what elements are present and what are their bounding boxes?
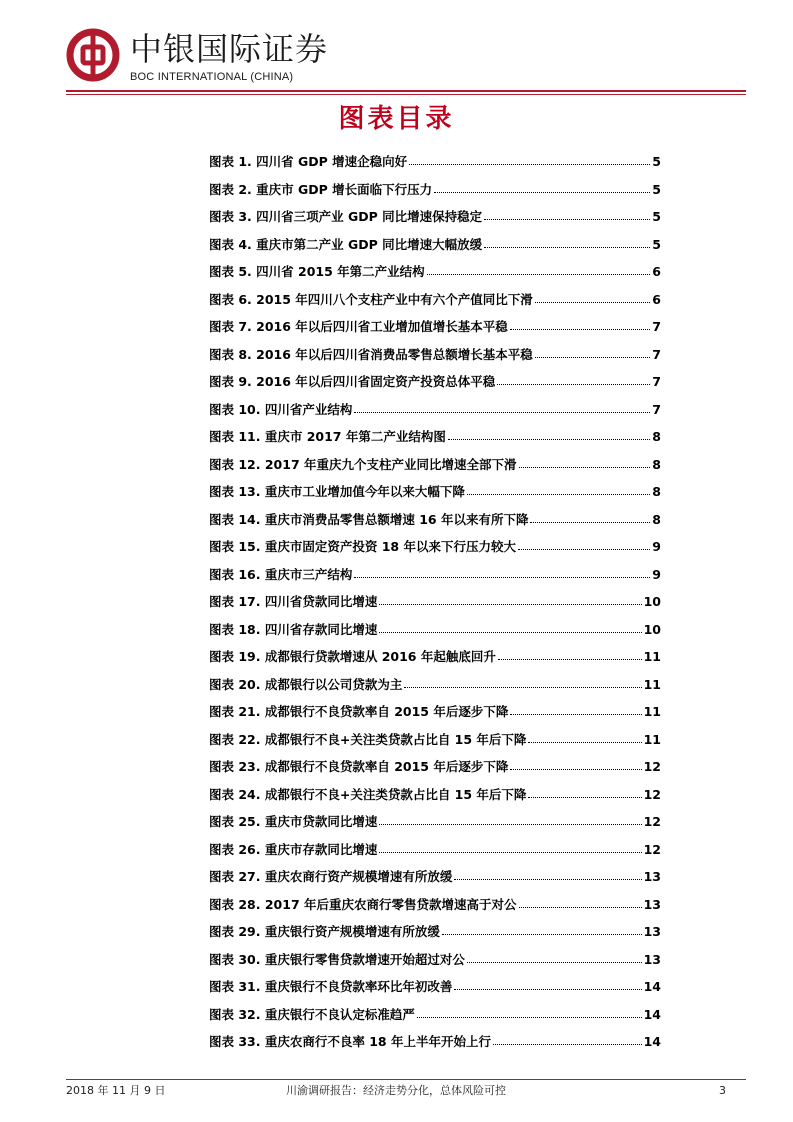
- toc-entry[interactable]: [209, 702, 661, 730]
- toc-title: 图表目录: [338, 104, 455, 134]
- footer-rule: [66, 1079, 746, 1080]
- toc-entry[interactable]: [209, 510, 661, 538]
- toc-entry-label: 图表 11. 重庆市 2017 年第二产业结构图: [209, 429, 446, 444]
- toc-entry-label: 图表 13. 重庆市工业增加值今年以来大幅下降: [209, 484, 465, 499]
- toc-dot-leader: [484, 246, 650, 248]
- toc-dot-leader: [354, 411, 650, 413]
- toc-entry-label: 图表 18. 四川省存款同比增速: [209, 621, 378, 637]
- toc-dot-leader: [510, 328, 651, 330]
- toc-entry-page: 8: [652, 511, 661, 527]
- toc-entry-label: 图表 32. 重庆银行不良认定标准趋严: [209, 1006, 415, 1022]
- toc-dot-leader: [448, 438, 650, 440]
- toc-entry-page: 5: [652, 209, 661, 224]
- toc-entry-label: 图表 7. 2016 年以后四川省工业增加值增长基本平稳: [209, 319, 508, 334]
- toc-entry[interactable]: [209, 950, 661, 978]
- toc-entry-page: 12: [643, 841, 661, 857]
- footer-date: 2018 年 11 月 9 日: [66, 1084, 166, 1097]
- toc-dot-leader: [535, 301, 651, 303]
- toc-entry-label: 图表 8. 2016 年以后四川省消费品零售总额增长基本平稳: [209, 346, 533, 362]
- toc-entry-label: 图表 30. 重庆银行零售贷款增速开始超过对公: [209, 951, 465, 967]
- toc-dot-leader: [442, 933, 642, 935]
- toc-entry[interactable]: [209, 427, 661, 455]
- toc-entry-page: 10: [643, 594, 661, 609]
- toc-entry-page: 10: [643, 621, 661, 637]
- toc-entry[interactable]: [209, 180, 661, 208]
- toc-entry-label: 图表 31. 重庆银行不良贷款率环比年初改善: [209, 979, 453, 994]
- toc-dot-leader: [484, 218, 650, 220]
- toc-entry-label: 图表 2. 重庆市 GDP 增长面临下行压力: [209, 181, 433, 197]
- toc-dot-leader: [404, 686, 641, 688]
- toc-dot-leader: [493, 1043, 642, 1045]
- toc-entry[interactable]: [209, 675, 661, 703]
- toc-dot-leader: [467, 961, 642, 963]
- page-footer: [66, 1083, 726, 1099]
- header-rule-thin: [66, 94, 746, 95]
- toc-entry[interactable]: [209, 345, 661, 373]
- toc-dot-leader: [467, 493, 650, 495]
- toc-entry-page: 7: [652, 319, 661, 334]
- toc-dot-leader: [417, 1016, 642, 1018]
- toc-entry[interactable]: [209, 482, 661, 510]
- toc-entry[interactable]: [209, 207, 661, 235]
- toc-entry-page: 13: [643, 924, 661, 939]
- toc-entry-page: 7: [652, 401, 661, 417]
- toc-entry[interactable]: [209, 317, 661, 345]
- toc-entry-label: 图表 16. 重庆市三产结构: [209, 566, 353, 582]
- toc-entry[interactable]: [209, 922, 661, 950]
- toc-dot-leader: [498, 658, 642, 660]
- toc-dot-leader: [530, 521, 650, 523]
- toc-entry-page: 14: [643, 1034, 661, 1049]
- toc-entry-label: 图表 10. 四川省产业结构: [209, 401, 353, 417]
- toc-entry[interactable]: [209, 565, 661, 593]
- footer-page-number: 3: [719, 1084, 726, 1097]
- toc-entry-label: 图表 5. 四川省 2015 年第二产业结构: [209, 264, 425, 279]
- toc-entry-page: 11: [643, 676, 661, 692]
- toc-entry-label: 图表 12. 2017 年重庆九个支柱产业同比增速全部下滑: [209, 456, 517, 472]
- brand-name-chinese: 中银国际证券: [130, 30, 329, 68]
- toc-dot-leader: [379, 823, 641, 825]
- toc-entry[interactable]: [209, 785, 661, 813]
- toc-dot-leader: [427, 273, 651, 275]
- toc-entry[interactable]: [209, 840, 661, 868]
- toc-entry-page: 7: [652, 346, 661, 362]
- toc-entry-label: 图表 26. 重庆市存款同比增速: [209, 841, 378, 857]
- toc-entry-label: 图表 14. 重庆市消费品零售总额增速 16 年以来有所下降: [209, 511, 529, 527]
- toc-entry-page: 11: [643, 704, 661, 719]
- toc-entry[interactable]: [209, 977, 661, 1005]
- toc-entry-page: 8: [652, 429, 661, 444]
- toc-dot-leader: [518, 548, 650, 550]
- toc-entry[interactable]: [209, 620, 661, 648]
- toc-dot-leader: [528, 796, 641, 798]
- toc-entry-label: 图表 33. 重庆农商行不良率 18 年上半年开始上行: [209, 1034, 491, 1049]
- toc-entry-label: 图表 15. 重庆市固定资产投资 18 年以来下行压力较大: [209, 539, 516, 554]
- toc-entry-page: 12: [643, 814, 661, 829]
- toc-dot-leader: [519, 466, 651, 468]
- toc-entry-page: 14: [643, 1006, 661, 1022]
- toc-entry-label: 图表 6. 2015 年四川八个支柱产业中有六个产值同比下滑: [209, 291, 533, 307]
- toc-entry-page: 6: [652, 291, 661, 307]
- toc-entry[interactable]: [209, 757, 661, 785]
- toc-entry-page: 11: [643, 731, 661, 747]
- toc-entry-page: 13: [643, 869, 661, 884]
- toc-entry-label: 图表 1. 四川省 GDP 增速企稳向好: [209, 154, 408, 169]
- toc-entry-page: 7: [652, 374, 661, 389]
- toc-entry-label: 图表 21. 成都银行不良贷款率自 2015 年后逐步下降: [209, 704, 509, 719]
- toc-dot-leader: [497, 383, 650, 385]
- page-header: [66, 28, 746, 92]
- toc-entry-label: 图表 27. 重庆农商行资产规模增速有所放缓: [209, 869, 453, 884]
- toc-entry-label: 图表 9. 2016 年以后四川省固定资产投资总体平稳: [209, 374, 496, 389]
- toc-entry[interactable]: [209, 1032, 661, 1060]
- toc-entry-page: 13: [643, 951, 661, 967]
- toc-entry[interactable]: [209, 1005, 661, 1033]
- toc-entry-label: 图表 3. 四川省三项产业 GDP 同比增速保持稳定: [209, 209, 483, 224]
- toc-entry-label: 图表 17. 四川省贷款同比增速: [209, 594, 378, 609]
- toc-entry[interactable]: [209, 812, 661, 840]
- toc-entry-page: 8: [652, 456, 661, 472]
- toc-entry-page: 5: [652, 236, 661, 252]
- toc-entry[interactable]: [209, 290, 661, 318]
- brand-name-english: BOC INTERNATIONAL (CHINA): [130, 71, 294, 83]
- toc-entry[interactable]: [209, 455, 661, 483]
- toc-dot-leader: [379, 603, 641, 605]
- toc-entry-page: 8: [652, 484, 661, 499]
- toc-entry[interactable]: [209, 372, 661, 400]
- toc-entry-page: 12: [643, 759, 661, 774]
- header-rule: [66, 90, 746, 92]
- toc-entry-page: 11: [643, 649, 661, 664]
- toc-entry-label: 图表 23. 成都银行不良贷款率自 2015 年后逐步下降: [209, 759, 509, 774]
- toc-dot-leader: [528, 741, 641, 743]
- toc-entry-page: 12: [643, 786, 661, 802]
- toc-entry-label: 图表 22. 成都银行不良+关注类贷款占比自 15 年后下降: [209, 731, 527, 747]
- toc-entry[interactable]: [209, 730, 661, 758]
- toc-entry[interactable]: [209, 262, 661, 290]
- toc-entry-label: 图表 24. 成都银行不良+关注类贷款占比自 15 年后下降: [209, 786, 527, 802]
- toc-dot-leader: [510, 768, 641, 770]
- toc-entry[interactable]: [209, 895, 661, 923]
- toc-entry-page: 9: [652, 566, 661, 582]
- toc-entry-page: 14: [643, 979, 661, 994]
- toc-entry-label: 图表 4. 重庆市第二产业 GDP 同比增速大幅放缓: [209, 236, 483, 252]
- toc-entry-label: 图表 28. 2017 年后重庆农商行零售贷款增速高于对公: [209, 896, 517, 912]
- toc-entry[interactable]: [209, 235, 661, 263]
- toc-entry-label: 图表 20. 成都银行以公司贷款为主: [209, 676, 403, 692]
- toc-dot-leader: [434, 191, 650, 193]
- toc-entry-label: 图表 25. 重庆市贷款同比增速: [209, 814, 378, 829]
- toc-dot-leader: [354, 576, 650, 578]
- toc-entry-page: 13: [643, 896, 661, 912]
- toc-entry[interactable]: [209, 400, 661, 428]
- toc-entry-page: 6: [652, 264, 661, 279]
- toc-dot-leader: [379, 631, 641, 633]
- toc-dot-leader: [510, 713, 641, 715]
- toc-entry-label: 图表 19. 成都银行贷款增速从 2016 年起触底回升: [209, 649, 496, 664]
- toc-dot-leader: [409, 163, 650, 165]
- table-of-figures: [209, 152, 661, 1060]
- toc-entry-page: 5: [652, 154, 661, 169]
- toc-entry[interactable]: [209, 537, 661, 565]
- toc-entry-page: 5: [652, 181, 661, 197]
- toc-entry-page: 9: [652, 539, 661, 554]
- footer-report-title: 川渝调研报告：经济走势分化，总体风险可控: [286, 1084, 506, 1097]
- toc-entry[interactable]: [209, 592, 661, 620]
- toc-entry[interactable]: [209, 152, 661, 180]
- toc-dot-leader: [535, 356, 651, 358]
- toc-dot-leader: [519, 906, 642, 908]
- toc-dot-leader: [454, 878, 641, 880]
- boc-logo-icon: [66, 28, 120, 82]
- toc-entry-label: 图表 29. 重庆银行资产规模增速有所放缓: [209, 924, 440, 939]
- toc-entry[interactable]: [209, 647, 661, 675]
- toc-dot-leader: [454, 988, 641, 990]
- toc-entry[interactable]: [209, 867, 661, 895]
- toc-dot-leader: [379, 851, 641, 853]
